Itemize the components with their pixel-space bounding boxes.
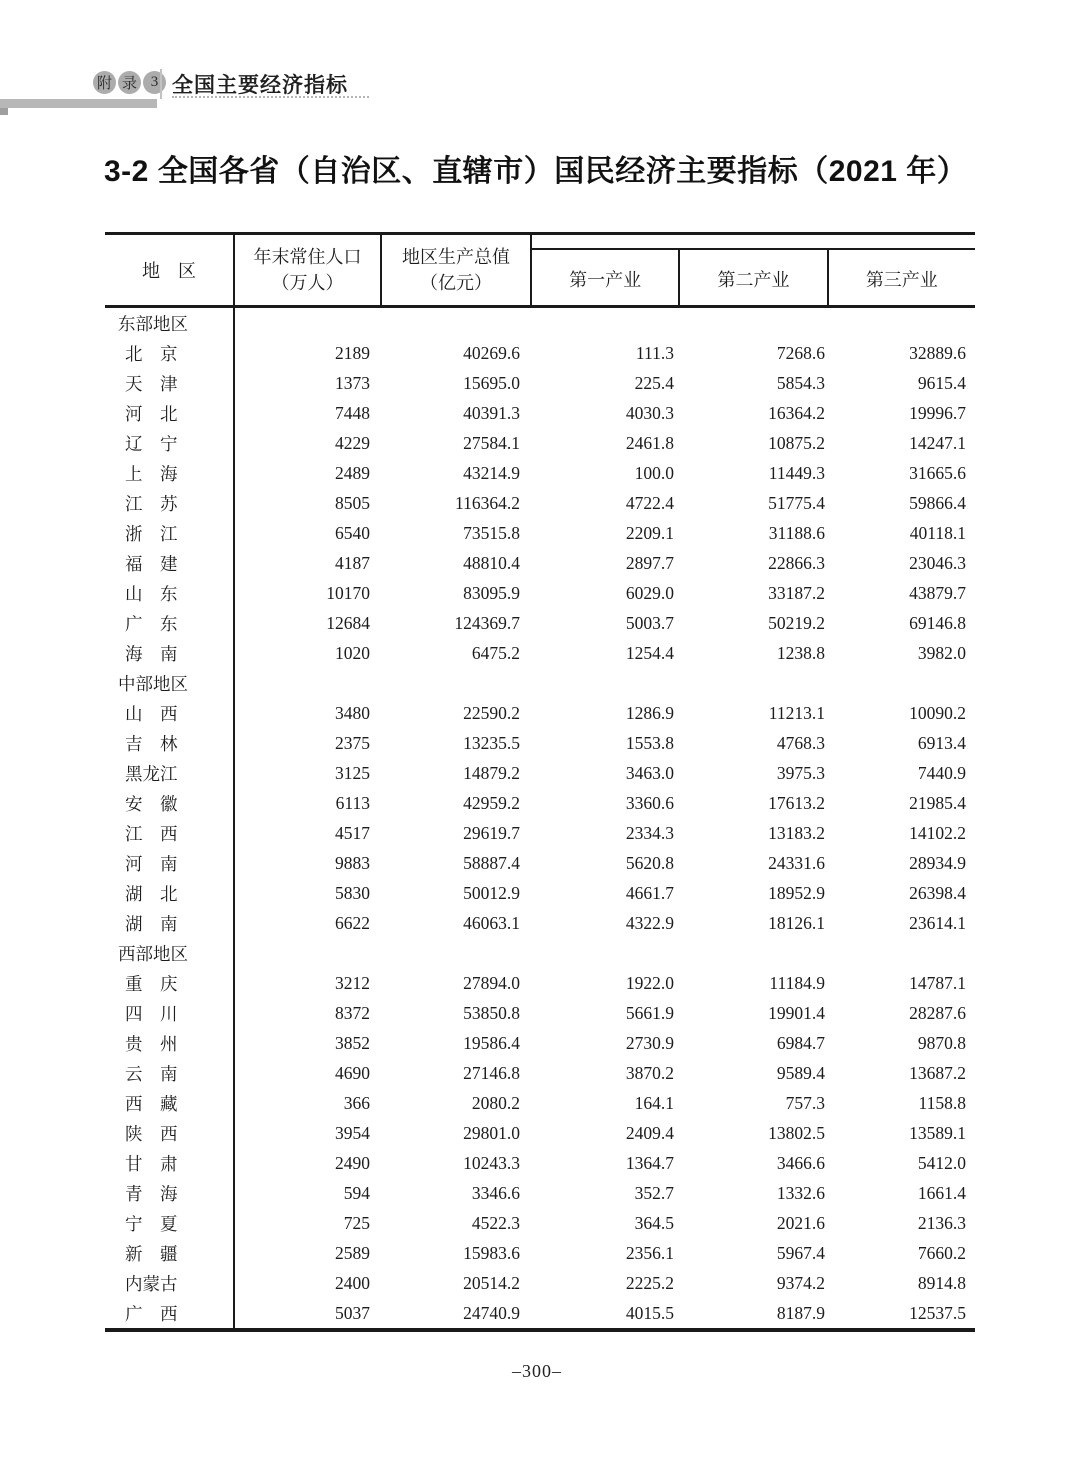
tertiary-industry-cell: 6913.4 <box>917 732 966 753</box>
primary-industry-cell: 1364.7 <box>625 1152 674 1173</box>
primary-industry-cell: 2897.7 <box>625 552 674 573</box>
dotted-underline <box>172 96 369 98</box>
province-row <box>105 1148 975 1178</box>
gdp-cell: 27894.0 <box>463 972 520 993</box>
province-name: 天 津 <box>105 368 235 398</box>
tertiary-industry-cell: 43879.7 <box>909 582 966 603</box>
province-row <box>105 1298 975 1328</box>
province-name: 重 庆 <box>105 968 235 998</box>
table-body <box>105 308 975 1328</box>
population-cell: 6622 <box>335 912 370 933</box>
province-name: 广 西 <box>105 1298 235 1328</box>
province-name: 甘 肃 <box>105 1148 235 1178</box>
primary-industry-cell: 164.1 <box>634 1092 674 1113</box>
primary-industry-cell: 1922.0 <box>625 972 674 993</box>
primary-industry-cell: 352.7 <box>634 1182 674 1203</box>
province-name: 山 西 <box>105 698 235 728</box>
population-cell: 1373 <box>335 372 370 393</box>
province-row <box>105 758 975 788</box>
tertiary-industry-cell: 13687.2 <box>909 1062 966 1083</box>
tertiary-industry-cell: 12537.5 <box>909 1302 966 1323</box>
population-cell: 2489 <box>335 462 370 483</box>
province-row <box>105 698 975 728</box>
province-row <box>105 338 975 368</box>
secondary-industry-cell: 2021.6 <box>776 1212 825 1233</box>
region-group-name: 西部地区 <box>105 938 235 968</box>
population-cell: 3954 <box>335 1122 370 1143</box>
secondary-industry-cell: 16364.2 <box>768 402 825 423</box>
secondary-industry-cell: 33187.2 <box>768 582 825 603</box>
tertiary-industry-cell: 26398.4 <box>909 882 966 903</box>
gdp-cell: 3346.6 <box>471 1182 520 1203</box>
secondary-industry-cell: 3975.3 <box>776 762 825 783</box>
appendix-badge-char: 附 <box>93 71 116 94</box>
population-cell: 3212 <box>335 972 370 993</box>
gdp-cell: 58887.4 <box>463 852 520 873</box>
tertiary-industry-cell: 14787.1 <box>909 972 966 993</box>
gdp-cell: 53850.8 <box>463 1002 520 1023</box>
primary-industry-cell: 3360.6 <box>625 792 674 813</box>
province-name: 浙 江 <box>105 518 235 548</box>
gdp-cell: 27146.8 <box>463 1062 520 1083</box>
primary-industry-cell: 4722.4 <box>625 492 674 513</box>
secondary-industry-cell: 11184.9 <box>769 972 825 993</box>
population-cell: 4690 <box>335 1062 370 1083</box>
province-name: 贵 州 <box>105 1028 235 1058</box>
tertiary-industry-cell: 9870.8 <box>917 1032 966 1053</box>
gdp-cell: 10243.3 <box>463 1152 520 1173</box>
province-name: 西 藏 <box>105 1088 235 1118</box>
gdp-cell: 73515.8 <box>463 522 520 543</box>
population-cell: 8372 <box>335 1002 370 1023</box>
primary-industry-cell: 2356.1 <box>625 1242 674 1263</box>
secondary-industry-cell: 31188.6 <box>768 522 825 543</box>
region-group-row <box>105 938 975 968</box>
tertiary-industry-cell: 9615.4 <box>917 372 966 393</box>
gdp-cell: 27584.1 <box>463 432 520 453</box>
province-name: 江 西 <box>105 818 235 848</box>
population-cell: 6113 <box>335 792 370 813</box>
province-name: 四 川 <box>105 998 235 1028</box>
secondary-industry-cell: 13802.5 <box>768 1122 825 1143</box>
tertiary-industry-cell: 2136.3 <box>917 1212 966 1233</box>
population-cell: 2589 <box>335 1242 370 1263</box>
province-row <box>105 818 975 848</box>
population-cell: 4517 <box>335 822 370 843</box>
economic-indicators-table <box>105 232 975 1332</box>
province-row <box>105 1028 975 1058</box>
primary-industry-cell: 5661.9 <box>625 1002 674 1023</box>
population-cell: 2375 <box>335 732 370 753</box>
column-header-gdp <box>382 235 532 305</box>
tertiary-industry-cell: 7440.9 <box>917 762 966 783</box>
tertiary-industry-cell: 3982.0 <box>917 642 966 663</box>
gdp-cell: 124369.7 <box>454 612 520 633</box>
population-cell: 2189 <box>335 342 370 363</box>
province-row <box>105 848 975 878</box>
tertiary-industry-cell: 32889.6 <box>909 342 966 363</box>
province-name: 安 徽 <box>105 788 235 818</box>
province-row <box>105 1268 975 1298</box>
province-name: 湖 南 <box>105 908 235 938</box>
gdp-cell: 15983.6 <box>463 1242 520 1263</box>
province-name: 河 北 <box>105 398 235 428</box>
secondary-industry-cell: 11449.3 <box>768 462 825 483</box>
province-name: 福 建 <box>105 548 235 578</box>
province-row <box>105 458 975 488</box>
population-cell: 725 <box>343 1212 370 1233</box>
province-name: 陕 西 <box>105 1118 235 1148</box>
province-row <box>105 428 975 458</box>
tertiary-industry-cell: 28287.6 <box>909 1002 966 1023</box>
industries-header-box <box>532 248 975 308</box>
secondary-industry-cell: 18126.1 <box>768 912 825 933</box>
secondary-industry-cell: 9374.2 <box>776 1272 825 1293</box>
region-group-row <box>105 668 975 698</box>
secondary-industry-cell: 5854.3 <box>776 372 825 393</box>
province-row <box>105 1058 975 1088</box>
page-number: –300– <box>512 1361 562 1381</box>
province-row <box>105 488 975 518</box>
gdp-cell: 14879.2 <box>463 762 520 783</box>
column-header-gdp-line1: 地区生产总值 <box>402 247 510 267</box>
gdp-cell: 40391.3 <box>463 402 520 423</box>
gdp-cell: 29801.0 <box>463 1122 520 1143</box>
gdp-cell: 2080.2 <box>471 1092 520 1113</box>
column-header-population <box>235 235 382 305</box>
secondary-industry-cell: 22866.3 <box>768 552 825 573</box>
header-accent-bar <box>0 99 157 108</box>
secondary-industry-cell: 51775.4 <box>768 492 825 513</box>
province-name: 海 南 <box>105 638 235 668</box>
province-name: 湖 北 <box>105 878 235 908</box>
secondary-industry-cell: 8187.9 <box>776 1302 825 1323</box>
population-cell: 8505 <box>335 492 370 513</box>
primary-industry-cell: 1254.4 <box>625 642 674 663</box>
primary-industry-cell: 5003.7 <box>625 612 674 633</box>
section-title: 全国主要经济指标 <box>172 74 348 97</box>
province-row <box>105 1088 975 1118</box>
province-name: 广 东 <box>105 608 235 638</box>
gdp-cell: 6475.2 <box>471 642 520 663</box>
province-name: 宁 夏 <box>105 1208 235 1238</box>
gdp-cell: 19586.4 <box>463 1032 520 1053</box>
tertiary-industry-cell: 31665.6 <box>909 462 966 483</box>
primary-industry-cell: 4015.5 <box>625 1302 674 1323</box>
province-row <box>105 1178 975 1208</box>
population-cell: 7448 <box>335 402 370 423</box>
province-row <box>105 728 975 758</box>
population-cell: 5037 <box>335 1302 370 1323</box>
tertiary-industry-cell: 13589.1 <box>909 1122 966 1143</box>
region-group-row <box>105 308 975 338</box>
province-row <box>105 998 975 1028</box>
province-name: 吉 林 <box>105 728 235 758</box>
gdp-cell: 24740.9 <box>463 1302 520 1323</box>
primary-industry-cell: 5620.8 <box>625 852 674 873</box>
gdp-cell: 22590.2 <box>463 702 520 723</box>
primary-industry-cell: 2730.9 <box>625 1032 674 1053</box>
tertiary-industry-cell: 1158.8 <box>918 1092 966 1113</box>
tertiary-industry-cell: 28934.9 <box>909 852 966 873</box>
column-header-population-line2: （万人） <box>271 273 344 293</box>
primary-industry-cell: 6029.0 <box>625 582 674 603</box>
province-row <box>105 908 975 938</box>
population-cell: 1020 <box>335 642 370 663</box>
appendix-badge <box>93 71 166 94</box>
column-header-primary-industry: 第一产业 <box>569 270 642 290</box>
secondary-industry-cell: 1238.8 <box>776 642 825 663</box>
population-cell: 6540 <box>335 522 370 543</box>
appendix-badge-char: 3 <box>143 71 166 94</box>
page-title: 3-2 全国各省（自治区、直辖市）国民经济主要指标（2021 年） <box>104 155 968 188</box>
secondary-industry-cell: 18952.9 <box>768 882 825 903</box>
primary-industry-cell: 4661.7 <box>625 882 674 903</box>
gdp-cell: 48810.4 <box>463 552 520 573</box>
gdp-cell: 4522.3 <box>471 1212 520 1233</box>
province-row <box>105 368 975 398</box>
column-header-region: 地 区 <box>105 235 235 305</box>
tertiary-industry-cell: 1661.4 <box>917 1182 966 1203</box>
tertiary-industry-cell: 14247.1 <box>909 432 966 453</box>
population-cell: 3852 <box>335 1032 370 1053</box>
primary-industry-cell: 100.0 <box>634 462 674 483</box>
tertiary-industry-cell: 23046.3 <box>909 552 966 573</box>
secondary-industry-cell: 7268.6 <box>776 342 825 363</box>
primary-industry-cell: 2334.3 <box>625 822 674 843</box>
primary-industry-cell: 2209.1 <box>625 522 674 543</box>
tertiary-industry-cell: 5412.0 <box>917 1152 966 1173</box>
population-cell: 9883 <box>335 852 370 873</box>
province-row <box>105 578 975 608</box>
column-header-industries-group <box>532 235 975 305</box>
province-name: 黑龙江 <box>105 758 235 788</box>
secondary-industry-cell: 19901.4 <box>768 1002 825 1023</box>
population-cell: 3480 <box>335 702 370 723</box>
province-name: 新 疆 <box>105 1238 235 1268</box>
population-cell: 5830 <box>335 882 370 903</box>
region-group-name: 东部地区 <box>105 308 235 338</box>
secondary-industry-cell: 3466.6 <box>776 1152 825 1173</box>
secondary-industry-cell: 11213.1 <box>768 702 825 723</box>
header-accent-bar-tip <box>0 108 8 115</box>
primary-industry-cell: 2461.8 <box>625 432 674 453</box>
population-cell: 3125 <box>335 762 370 783</box>
province-row <box>105 638 975 668</box>
primary-industry-cell: 364.5 <box>634 1212 674 1233</box>
secondary-industry-cell: 4768.3 <box>776 732 825 753</box>
secondary-industry-cell: 24331.6 <box>768 852 825 873</box>
primary-industry-cell: 2409.4 <box>625 1122 674 1143</box>
secondary-industry-cell: 17613.2 <box>768 792 825 813</box>
primary-industry-cell: 4322.9 <box>625 912 674 933</box>
population-cell: 594 <box>343 1182 370 1203</box>
primary-industry-cell: 2225.2 <box>625 1272 674 1293</box>
province-name: 北 京 <box>105 338 235 368</box>
province-name: 河 南 <box>105 848 235 878</box>
secondary-industry-cell: 10875.2 <box>768 432 825 453</box>
column-header-tertiary-industry: 第三产业 <box>827 250 975 308</box>
secondary-industry-cell: 6984.7 <box>776 1032 825 1053</box>
province-name: 山 东 <box>105 578 235 608</box>
population-cell: 366 <box>343 1092 370 1113</box>
province-row <box>105 1208 975 1238</box>
primary-industry-cell: 3870.2 <box>625 1062 674 1083</box>
tertiary-industry-cell: 8914.8 <box>917 1272 966 1293</box>
tertiary-industry-cell: 23614.1 <box>909 912 966 933</box>
gdp-cell: 116364.2 <box>455 492 520 513</box>
column-header-gdp-line2: （亿元） <box>420 273 492 293</box>
province-name: 内蒙古 <box>105 1268 235 1298</box>
gdp-cell: 20514.2 <box>463 1272 520 1293</box>
secondary-industry-cell: 9589.4 <box>776 1062 825 1083</box>
province-name: 江 苏 <box>105 488 235 518</box>
table-header <box>105 235 975 308</box>
population-cell: 4187 <box>335 552 370 573</box>
tertiary-industry-cell: 59866.4 <box>909 492 966 513</box>
province-row <box>105 1238 975 1268</box>
primary-industry-cell: 4030.3 <box>625 402 674 423</box>
province-name: 辽 宁 <box>105 428 235 458</box>
secondary-industry-cell: 13183.2 <box>768 822 825 843</box>
population-cell: 2490 <box>335 1152 370 1173</box>
primary-industry-cell: 225.4 <box>634 372 674 393</box>
province-name: 青 海 <box>105 1178 235 1208</box>
header-divider <box>160 69 162 99</box>
gdp-cell: 29619.7 <box>463 822 520 843</box>
gdp-cell: 15695.0 <box>463 372 520 393</box>
province-name: 上 海 <box>105 458 235 488</box>
population-cell: 10170 <box>326 582 370 603</box>
population-cell: 12684 <box>326 612 370 633</box>
tertiary-industry-cell: 69146.8 <box>909 612 966 633</box>
secondary-industry-cell: 757.3 <box>785 1092 825 1113</box>
primary-industry-cell: 1286.9 <box>625 702 674 723</box>
tertiary-industry-cell: 7660.2 <box>917 1242 966 1263</box>
column-header-secondary-industry: 第二产业 <box>678 250 826 308</box>
primary-industry-cell: 3463.0 <box>625 762 674 783</box>
province-row <box>105 608 975 638</box>
secondary-industry-cell: 5967.4 <box>776 1242 825 1263</box>
tertiary-industry-cell: 40118.1 <box>909 522 966 543</box>
population-cell: 4229 <box>335 432 370 453</box>
province-row <box>105 878 975 908</box>
tertiary-industry-cell: 19996.7 <box>909 402 966 423</box>
gdp-cell: 83095.9 <box>463 582 520 603</box>
province-row <box>105 1118 975 1148</box>
province-row <box>105 398 975 428</box>
gdp-cell: 40269.6 <box>463 342 520 363</box>
gdp-cell: 46063.1 <box>463 912 520 933</box>
province-name: 云 南 <box>105 1058 235 1088</box>
gdp-cell: 50012.9 <box>463 882 520 903</box>
province-row <box>105 518 975 548</box>
gdp-cell: 43214.9 <box>463 462 520 483</box>
tertiary-industry-cell: 10090.2 <box>909 702 966 723</box>
tertiary-industry-cell: 21985.4 <box>909 792 966 813</box>
primary-industry-cell: 111.3 <box>635 342 674 363</box>
primary-industry-cell: 1553.8 <box>625 732 674 753</box>
gdp-cell: 13235.5 <box>463 732 520 753</box>
appendix-badge-char: 录 <box>118 71 141 94</box>
region-group-name: 中部地区 <box>105 668 235 698</box>
province-row <box>105 548 975 578</box>
population-cell: 2400 <box>335 1272 370 1293</box>
secondary-industry-cell: 1332.6 <box>776 1182 825 1203</box>
province-row <box>105 968 975 998</box>
secondary-industry-cell: 50219.2 <box>768 612 825 633</box>
gdp-cell: 42959.2 <box>463 792 520 813</box>
column-header-population-line1: 年末常住人口 <box>253 247 362 267</box>
province-row <box>105 788 975 818</box>
tertiary-industry-cell: 14102.2 <box>909 822 966 843</box>
